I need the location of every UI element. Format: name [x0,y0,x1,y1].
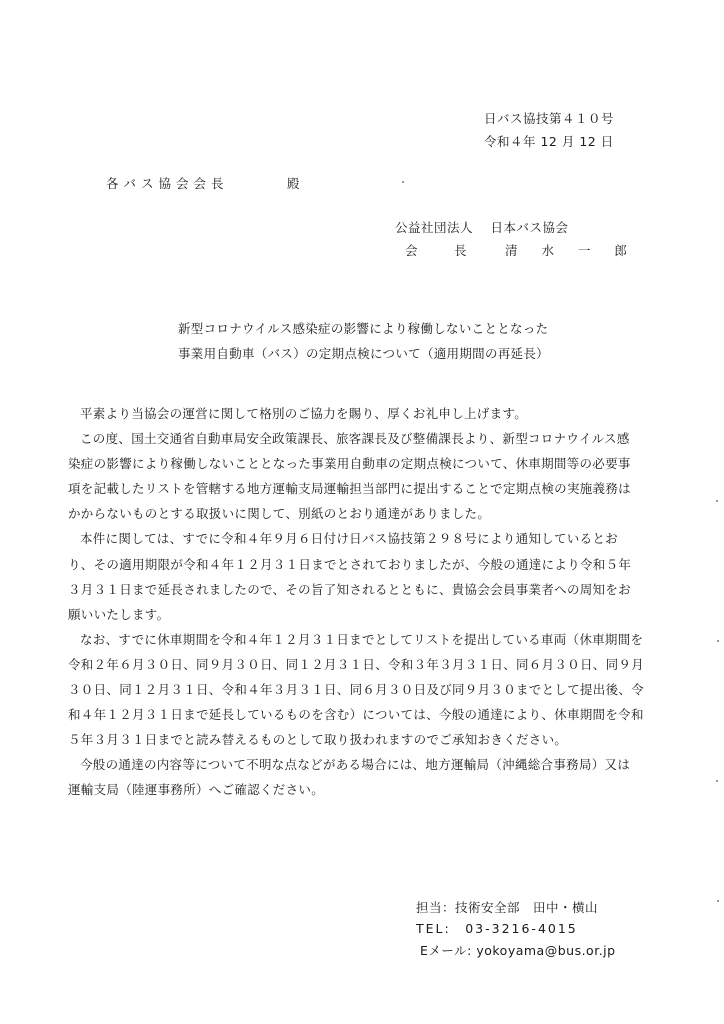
contact-tel: TEL: 03-3216-4015 [416,921,578,936]
body-line: 和４年１２月３１日まで延長しているものを含む）については、今般の通達により、休車期間を令和 [68,707,644,723]
sender-name: 清 水 一 郎 [505,243,637,258]
body-line: ３０日、同１２月３１日、令和４年３月３１日、同６月３０日及び同９月３０までとして提出後、令 [68,682,645,698]
sender-title: 会 長 [405,243,479,258]
body-line: 項を記載したリストを管轄する地方運輸支局運輸担当部門に提出することで定期点検の実施義務は [68,481,631,497]
scan-speck [717,900,719,902]
scan-speck [402,181,404,183]
body-line: 運輸支局（陸運事務所）へご確認ください。 [68,782,325,798]
document-number: 日バス協技第４１０号 [484,111,615,126]
subject-line-1: 新型コロナウイルス感染症の影響により稼働しないこととなった [178,321,549,336]
scan-speck [716,780,718,782]
body-line: ３月３１日まで延長されましたので、その旨了知されるとともに、貴協会会員事業者への周知をお [68,581,631,597]
recipient-honorific: 殿 [287,176,300,191]
body-line: 平素より当協会の運営に関して格別のご協力を賜り、厚くお礼申し上げます。 [80,406,528,421]
body-line: 染症の影響により稼働しないこととなった事業用自動車の定期点検について、休車期間等の必要事 [68,456,631,472]
body-text [68,401,708,803]
sender-organization: 公益社団法人 日本バス協会 [395,220,569,235]
body-line: 令和２年６月３０日、同９月３０日、同１２月３１日、令和３年３月３１日、同６月３０日、同９月 [68,656,645,672]
body-line: 願いいたします。 [68,606,170,622]
subject-line-2: 事業用自動車（バス）の定期点検について（適用期間の再延長） [178,346,549,361]
body-line: この度、国土交通省自動車局安全政策課長、旅客課長及び整備課長より、新型コロナウイルス感 [80,431,630,447]
contact-email: Eメール: yokoyama@bus.or.jp [420,943,616,958]
body-line: 今般の通達の内容等について不明な点などがある場合には、地方運輸局（沖縄総合事務局）又は [80,757,631,773]
body-line: り、その適用期限が令和４年１２月３１日までとされておりましたが、今般の通達により令和５年 [68,556,632,572]
body-line: 本件に関しては、すでに令和４年９月６日付け日バス協技第２９８号により通知しているとお [80,531,618,547]
recipient-name: 各バス協会会長 [106,176,229,191]
scan-speck [716,500,718,502]
body-line: ５年３月３１日までと読み替えるものとして取り扱われますのでご承知おきください。 [68,732,568,748]
scan-speck [717,640,719,642]
contact-person: 担当：技術安全部 田中・横山 [416,900,599,915]
document-date: 令和４年 12 月 12 日 [484,134,614,149]
body-line: なお、すでに休車期間を令和４年１２月３１日までとしてリストを提出している車両（休車期間を [80,631,644,647]
body-line: かからないものとする取扱いに関して、別紙のとおり通達がありました。 [68,506,491,522]
